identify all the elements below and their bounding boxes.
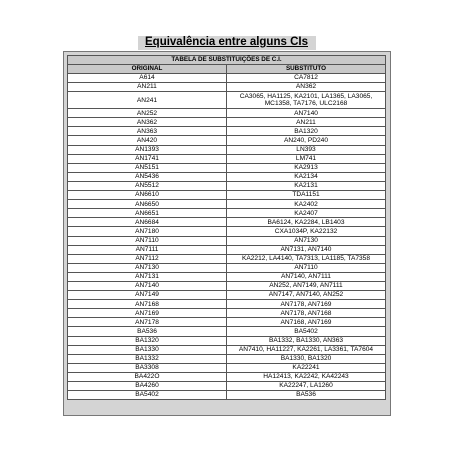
table-row xyxy=(68,281,386,290)
original-cell: AN7111 xyxy=(68,245,227,254)
table-row xyxy=(68,83,386,92)
substitute-cell: AN7410, HA11227, KA2261, LA3361, TA7604 xyxy=(227,345,386,354)
substitute-cell: HA12413, KA2242, KA42243 xyxy=(227,372,386,381)
original-cell: BA4260 xyxy=(68,382,227,391)
table-row xyxy=(68,382,386,391)
substitute-cell: LN393 xyxy=(227,145,386,154)
table-row xyxy=(68,200,386,209)
original-cell: AN6651 xyxy=(68,209,227,218)
original-cell: AN362 xyxy=(68,118,227,127)
substitute-cell: CA3065, HA1125, KA2101, LA1365, LA3065, MC1358, TA7176, ULC2168 xyxy=(227,92,386,109)
table-row xyxy=(68,318,386,327)
original-cell: AN5512 xyxy=(68,181,227,190)
original-cell: AN6610 xyxy=(68,191,227,200)
original-cell: AN7180 xyxy=(68,227,227,236)
substitute-cell: AN240, PD240 xyxy=(227,136,386,145)
substitute-cell: BA5402 xyxy=(227,327,386,336)
table-row xyxy=(68,118,386,127)
original-cell: AN7168 xyxy=(68,300,227,309)
table-row xyxy=(68,391,386,400)
original-cell: AN6650 xyxy=(68,200,227,209)
table-caption: TABELA DE SUBSTITUIÇÕES DE C.I. xyxy=(68,56,386,65)
substitute-cell: BA536 xyxy=(227,391,386,400)
original-cell: AN252 xyxy=(68,109,227,118)
original-cell: A614 xyxy=(68,74,227,83)
substitute-cell: KA2407 xyxy=(227,209,386,218)
original-cell: AN5436 xyxy=(68,172,227,181)
substitute-cell: AN7147, AN7140, AN252 xyxy=(227,291,386,300)
table-row xyxy=(68,300,386,309)
original-cell: BA1332 xyxy=(68,354,227,363)
substitute-cell: BA1332, BA1330, AN363 xyxy=(227,336,386,345)
substitute-cell: AN211 xyxy=(227,118,386,127)
substitute-cell: KA2134 xyxy=(227,172,386,181)
substitution-table-container xyxy=(67,55,386,400)
substitute-cell: KA2212, LA4140, TA7313, LA1185, TA7358 xyxy=(227,254,386,263)
original-cell: AN7130 xyxy=(68,263,227,272)
table-row xyxy=(68,245,386,254)
table-row xyxy=(68,236,386,245)
table-row xyxy=(68,209,386,218)
original-cell: AN1393 xyxy=(68,145,227,154)
table-row xyxy=(68,327,386,336)
table-row xyxy=(68,74,386,83)
substitute-cell: BA1320 xyxy=(227,127,386,136)
substitute-cell: AN7178, AN7169 xyxy=(227,300,386,309)
substitute-cell: AN7140, AN7111 xyxy=(227,272,386,281)
substitute-cell: AN362 xyxy=(227,83,386,92)
original-cell: AN420 xyxy=(68,136,227,145)
original-cell: AN211 xyxy=(68,83,227,92)
substitute-cell: AN7130 xyxy=(227,236,386,245)
original-cell: AN1741 xyxy=(68,154,227,163)
table-row xyxy=(68,309,386,318)
table-row xyxy=(68,127,386,136)
table-row xyxy=(68,163,386,172)
substitute-cell: AN7131, AN7140 xyxy=(227,245,386,254)
page-title: Equivalência entre alguns CIs xyxy=(145,36,308,48)
original-cell: BA1330 xyxy=(68,345,227,354)
original-cell: AN7140 xyxy=(68,281,227,290)
substitute-cell: AN7178, AN7168 xyxy=(227,309,386,318)
table-row xyxy=(68,354,386,363)
column-header-original: ORIGINAL xyxy=(68,65,227,74)
substitute-cell: AN252, AN7149, AN7111 xyxy=(227,281,386,290)
table-row xyxy=(68,181,386,190)
original-cell: AN7112 xyxy=(68,254,227,263)
original-cell: AN7178 xyxy=(68,318,227,327)
substitute-cell: CA7812 xyxy=(227,74,386,83)
table-row xyxy=(68,172,386,181)
original-cell: AN5151 xyxy=(68,163,227,172)
substitute-cell: TDA1151 xyxy=(227,191,386,200)
original-cell: AN363 xyxy=(68,127,227,136)
table-row xyxy=(68,109,386,118)
original-cell: BA536 xyxy=(68,327,227,336)
table-row xyxy=(68,218,386,227)
original-cell: AN7169 xyxy=(68,309,227,318)
substitute-cell: KA2402 xyxy=(227,200,386,209)
table-row xyxy=(68,345,386,354)
column-header-substitute: SUBSTITUTO xyxy=(227,65,386,74)
table-row xyxy=(68,291,386,300)
table-row xyxy=(68,154,386,163)
table-row xyxy=(68,191,386,200)
original-cell: BA422O xyxy=(68,372,227,381)
original-cell: BA5402 xyxy=(68,391,227,400)
substitute-cell: KA2131 xyxy=(227,181,386,190)
table-row xyxy=(68,363,386,372)
original-cell: AN7149 xyxy=(68,291,227,300)
table-row xyxy=(68,272,386,281)
original-cell: BA3308 xyxy=(68,363,227,372)
table-row xyxy=(68,136,386,145)
table-row xyxy=(68,92,386,109)
table-body xyxy=(68,74,386,400)
substitute-cell: KA22241 xyxy=(227,363,386,372)
substitute-cell: BA1330, BA1320 xyxy=(227,354,386,363)
substitute-cell: KA2913 xyxy=(227,163,386,172)
original-cell: AN6684 xyxy=(68,218,227,227)
substitute-cell: KA22247, LA1260 xyxy=(227,382,386,391)
original-cell: BA1320 xyxy=(68,336,227,345)
table-row xyxy=(68,227,386,236)
original-cell: AN241 xyxy=(68,92,227,109)
substitution-table xyxy=(67,55,386,400)
original-cell: AN7131 xyxy=(68,272,227,281)
original-cell: AN7110 xyxy=(68,236,227,245)
substitute-cell: BA6124, KA2284, LB1403 xyxy=(227,218,386,227)
table-row xyxy=(68,254,386,263)
table-row xyxy=(68,336,386,345)
substitute-cell: AN7168, AN7169 xyxy=(227,318,386,327)
substitute-cell: LM741 xyxy=(227,154,386,163)
table-row xyxy=(68,263,386,272)
substitute-cell: CXA1034P, KA22132 xyxy=(227,227,386,236)
table-row xyxy=(68,372,386,381)
substitute-cell: AN7140 xyxy=(227,109,386,118)
table-row xyxy=(68,145,386,154)
substitute-cell: AN7110 xyxy=(227,263,386,272)
